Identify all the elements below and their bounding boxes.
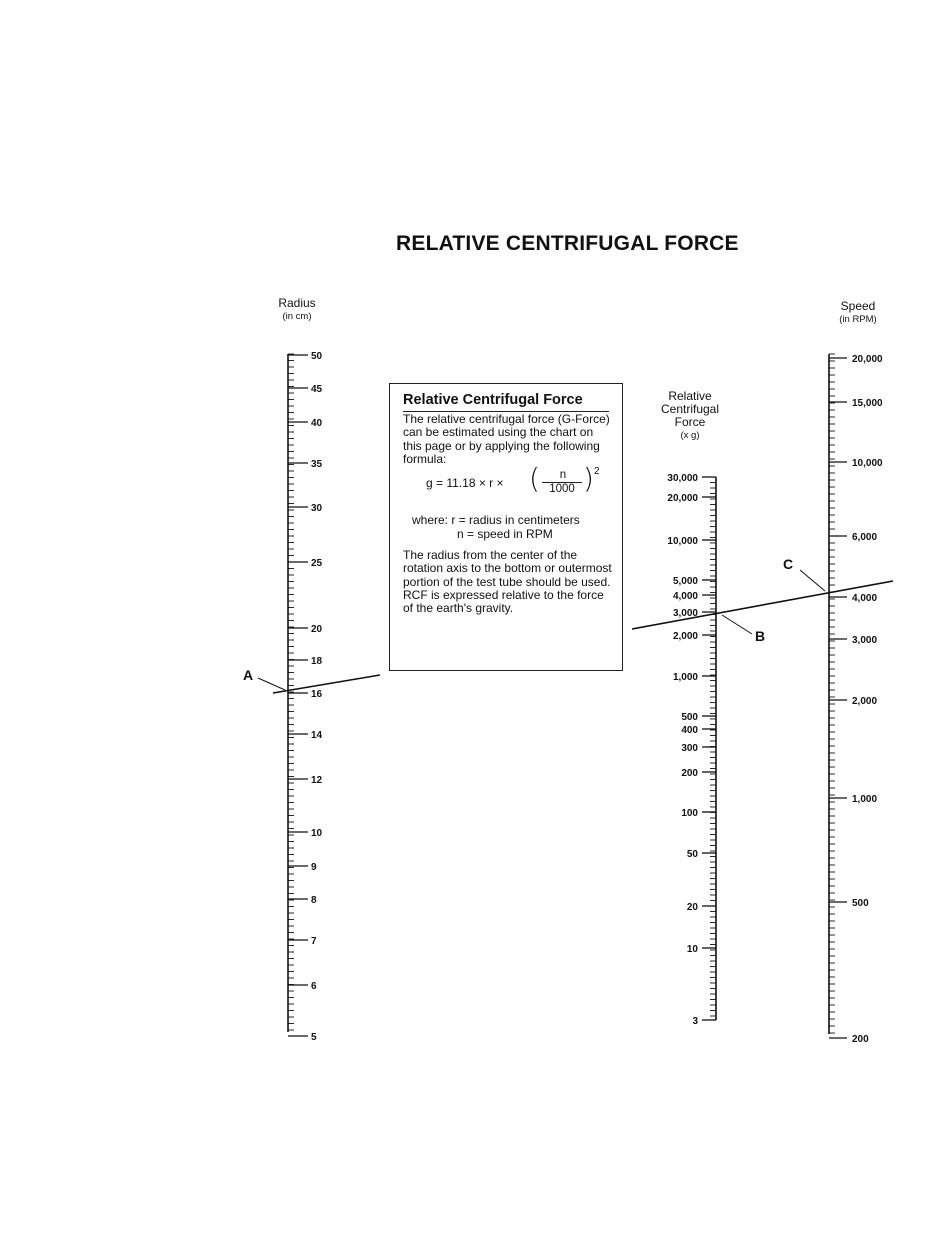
rcf-tick-label: 500 [681,712,698,723]
speed-tick-label: 4,000 [852,593,878,604]
formula-numerator: n [559,469,567,481]
formula-open-paren: ( [529,462,540,495]
radius-tick-label: 10 [311,828,323,839]
info-box-title: Relative Centrifugal Force [403,392,583,408]
radius-tick-label: 16 [311,689,323,700]
rcf-tick-label: 400 [681,725,698,736]
speed-axis-name: Speed [840,299,876,313]
radius-scale [288,351,323,1043]
formula-where-r: where: r = radius in centimeters [412,513,580,527]
connector-line-a [273,675,380,693]
rcf-tick-label: 200 [681,768,698,779]
radius-tick-label: 35 [311,459,323,470]
rcf-axis-name-line3: Force [674,415,706,429]
rcf-tick-label: 20,000 [667,493,698,504]
formula-where-n: n = speed in RPM [457,527,553,541]
rcf-tick-label: 1,000 [672,672,698,683]
connector-line-b-c [632,581,893,629]
rcf-tick-label: 10 [686,944,698,955]
point-c-leader [800,570,825,591]
rcf-axis-name-line1: Relative [668,389,712,403]
radius-tick-label: 8 [311,895,317,906]
speed-tick-label: 200 [852,1034,869,1045]
formula-exponent: 2 [594,466,600,477]
speed-tick-label: 2,000 [852,696,878,707]
speed-tick-label: 500 [852,898,869,909]
speed-scale [829,354,883,1045]
point-a-leader [258,678,285,690]
rcf-tick-label: 30,000 [667,473,698,484]
rcf-scale [667,473,716,1027]
rcf-axis-name-line2: Centrifugal [660,402,720,416]
radius-tick-label: 9 [311,862,317,873]
info-box-note: The radius from the center of the rotation axis to the bottom or outermost portion of the test tube should be used. RCF is expressed relative to the force of the earth's gravity. [403,548,612,616]
speed-tick-label: 3,000 [852,635,878,646]
speed-tick-label: 15,000 [852,398,883,409]
rcf-tick-label: 2,000 [672,631,698,642]
radius-tick-label: 12 [311,775,323,786]
radius-tick-label: 40 [311,418,323,429]
radius-axis-unit: (in cm) [282,311,312,322]
rcf-tick-label: 3,000 [672,608,698,619]
rcf-tick-label: 50 [686,849,698,860]
speed-axis-unit: (in RPM) [839,314,877,325]
point-b-label: B [755,628,766,644]
radius-tick-label: 5 [311,1032,317,1043]
rcf-tick-label: 3 [692,1016,698,1027]
radius-tick-label: 6 [311,981,317,992]
radius-axis-name: Radius [278,296,316,310]
formula-lhs: g = 11.18 × r × [426,476,504,490]
rcf-tick-label: 5,000 [672,576,698,587]
radius-tick-label: 18 [311,656,323,667]
rcf-tick-label: 4,000 [672,591,698,602]
speed-tick-label: 10,000 [852,458,883,469]
point-c-label: C [783,556,794,572]
rcf-tick-label: 100 [681,808,698,819]
radius-tick-label: 25 [311,558,323,569]
radius-tick-label: 20 [311,624,323,635]
formula-denominator: 1000 [549,483,575,495]
radius-tick-label: 50 [311,351,323,362]
radius-tick-label: 45 [311,384,323,395]
rcf-axis-unit: (x g) [680,430,700,441]
speed-tick-label: 6,000 [852,532,878,543]
point-b-leader [722,615,752,634]
radius-tick-label: 7 [311,936,317,947]
rcf-tick-label: 300 [681,743,698,754]
page-title: RELATIVE CENTRIFUGAL FORCE [396,232,739,255]
speed-tick-label: 20,000 [852,354,883,365]
radius-tick-label: 14 [311,730,323,741]
speed-tick-label: 1,000 [852,794,878,805]
rcf-tick-label: 20 [686,902,698,913]
info-box-description: The relative centrifugal force (G-Force) can be estimated using the chart on this page or by applying the following formula: [403,412,610,466]
rcf-tick-label: 10,000 [667,536,698,547]
formula-close-paren: ) [583,462,594,495]
point-a-label: A [243,667,254,683]
radius-tick-label: 30 [311,503,323,514]
